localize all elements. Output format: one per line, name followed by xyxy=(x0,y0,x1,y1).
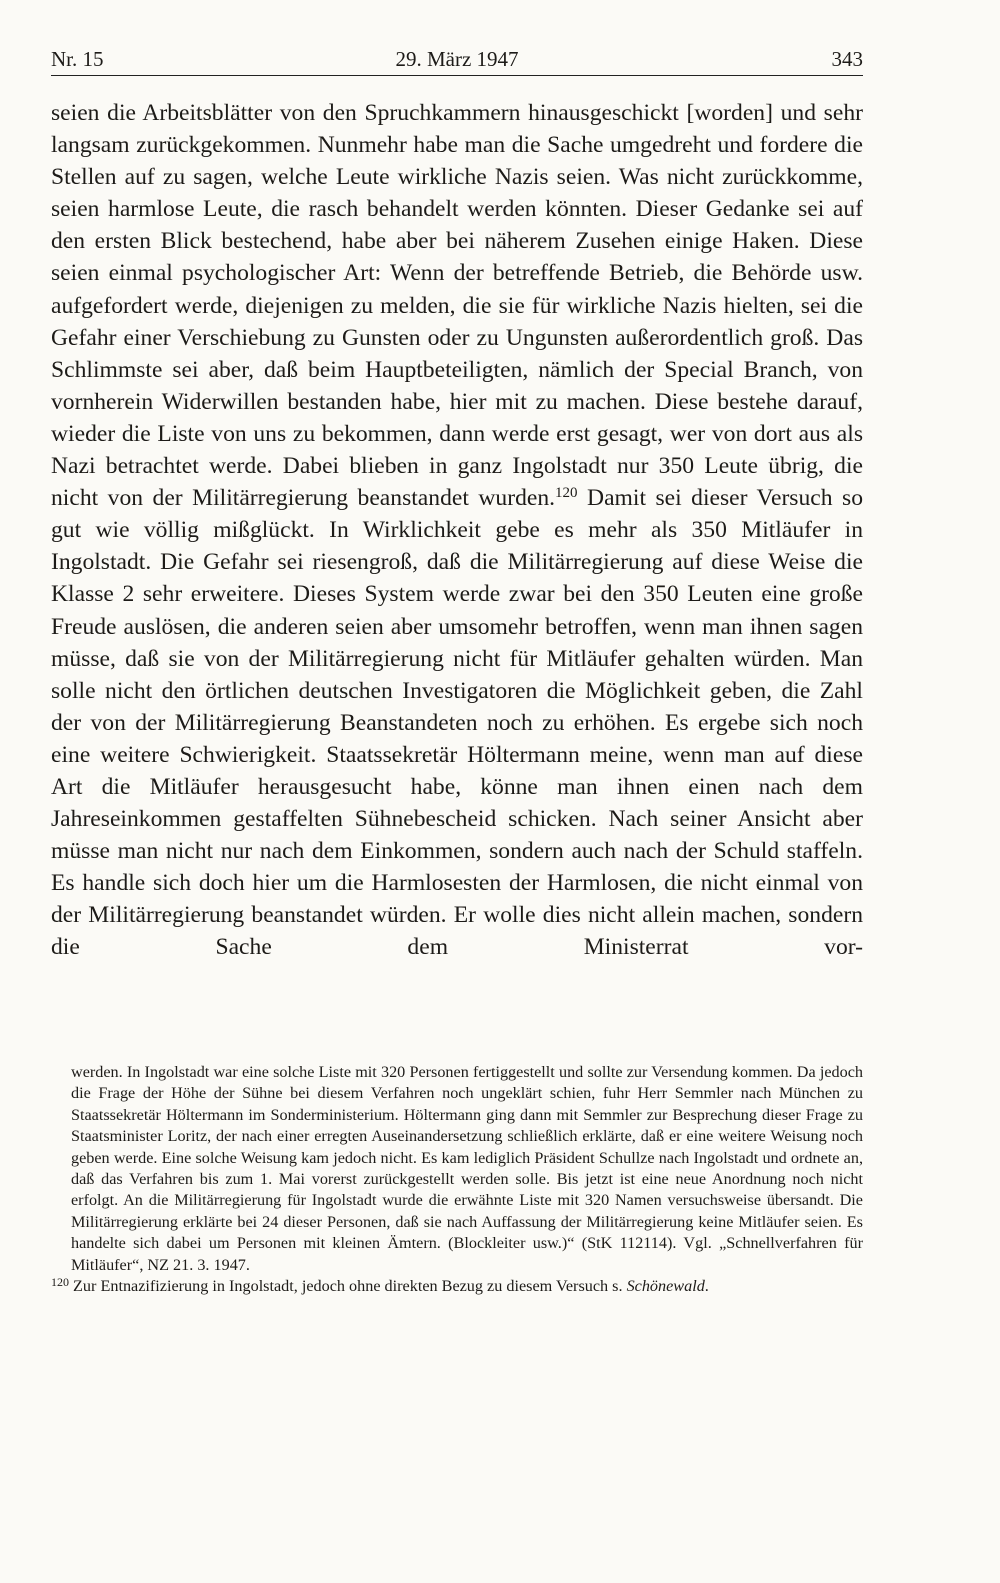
header-rule xyxy=(51,75,863,76)
footnotes xyxy=(51,1062,863,1297)
header-date: 29. März 1947 xyxy=(395,47,519,71)
main-text-part-1: seien die Arbeitsblätter von den Spruchkammern hinausgeschickt [worden] und sehr langsam zurückgekommen. Nunmehr habe man die Sache umgedreht und fordere die Stellen auf zu sagen, welche Leute wirkliche Nazis seien. Was nicht zurückkomme, seien harmlose Leute, die rasch behandelt werden könnten. Dieser Gedanke sei auf den ersten Blick bestechend, habe aber bei näherem Zusehen einige Haken. Diese seien einmal psychologischer Art: Wenn der betreffende Betrieb, die Behörde usw. aufgefordert werde, diejenigen zu melden, die sie für wirkliche Nazis hielten, sei die Gefahr einer Verschiebung zu Gunsten oder zu Ungunsten außerordentlich groß. Das Schlimmste sei aber, daß beim Hauptbeteiligten, nämlich der Special Branch, von vornherein Widerwillen bestanden habe, hier mit zu machen. Diese bestehe darauf, wieder die Liste von uns zu bekommen, dann werde erst gesagt, wer von dort aus als Nazi betrachtet werde. Dabei blieben in ganz Ingolstadt nur 350 Leute übrig, die nicht von der Militärregierung beanstandet wurden. xyxy=(51,100,863,512)
footnote-120-number: 120 xyxy=(51,1275,69,1290)
page-number: 343 xyxy=(831,47,863,71)
footnote-continuation: werden. In Ingolstadt war eine solche Liste mit 320 Personen fertiggestellt und sollte zur Versendung kommen. Da jedoch die Frage der Höhe der Sühne bei diesem Verfahren noch ungeklärt schien, fuhr Herr Semmler nach München zu Staatssekretär Höltermann im Sonderministerium. Höltermann ging dann mit Semmler zur Besprechung dieser Frage zu Staatsminister Loritz, der nach einer erregten Auseinandersetzung schließlich erklärte, daß er eine weitere Weisung noch geben werde. Eine solche Weisung kam jedoch nicht. Es kam lediglich Präsident Schullze nach Ingolstadt und ordnete an, daß das Verfahren bis zum 1. Mai vorerst zurückgestellt werden solle. Bis jetzt ist eine neue Anordnung noch nicht erfolgt. An die Militärregierung für Ingolstadt wurde die erwähnte Liste mit 320 Namen versuchsweise übersandt. Die Militärregierung erklärte bei 24 dieser Personen, daß sie nach Auffassung der Militärregierung keine Mitläufer seien. Es handelte sich dabei um Personen mit kleinen Ämtern. (Blockleiter usw.)“ (StK 112114). Vgl. „Schnellverfahren für Mitläufer“, NZ 21. 3. 1947. xyxy=(71,1063,863,1274)
footnote-120 xyxy=(51,1276,863,1297)
main-paragraph xyxy=(51,97,863,964)
main-text-part-2: Damit sei dieser Versuch so gut wie völlig mißglückt. In Wirklichkeit gebe es mehr als 350 Mitläufer in Ingolstadt. Die Gefahr sei riesengroß, daß die Militärregierung auf diese Weise die Klasse 2 sehr erweitere. Dieses System werde zwar bei den 350 Leuten eine große Freude auslösen, die anderen seien aber umsomehr betroffen, wenn man ihnen sagen müsse, daß sie von der Militärregierung nicht für Mitläufer gehalten würden. Man solle nicht den örtlichen deutschen Investigatoren die Möglichkeit geben, die Zahl der von der Militärregierung Beanstandeten noch zu erhöhen. Es ergebe sich noch eine weitere Schwierigkeit. Staatssekretär Höltermann meine, wenn man auf diese Art die Mitläufer herausgesucht habe, könne man ihnen einen nach dem Jahreseinkommen gestaffelten Sühnebescheid schicken. Nach seiner Ansicht aber müsse man nicht nur nach dem Einkommen, sondern auch nach der Schuld staffeln. Es handle sich doch hier um die Harmlosesten der Harmlosen, die nicht einmal von der Militärregierung beanstandet würden. Er wolle dies nicht allein machen, sondern die Sache dem Ministerrat vor- xyxy=(51,485,864,961)
footnote-reference-120[interactable]: 120 xyxy=(555,485,578,502)
footnote-120-end: . xyxy=(704,1277,709,1296)
issue-number: Nr. 15 xyxy=(51,47,104,71)
running-header xyxy=(51,44,863,74)
footnote-120-italic: Schönewald xyxy=(626,1277,705,1296)
main-text xyxy=(51,97,863,964)
footnote-120-text: Zur Entnazifizierung in Ingolstadt, jedoch ohne direkten Bezug zu diesem Versuch s. xyxy=(69,1277,627,1296)
